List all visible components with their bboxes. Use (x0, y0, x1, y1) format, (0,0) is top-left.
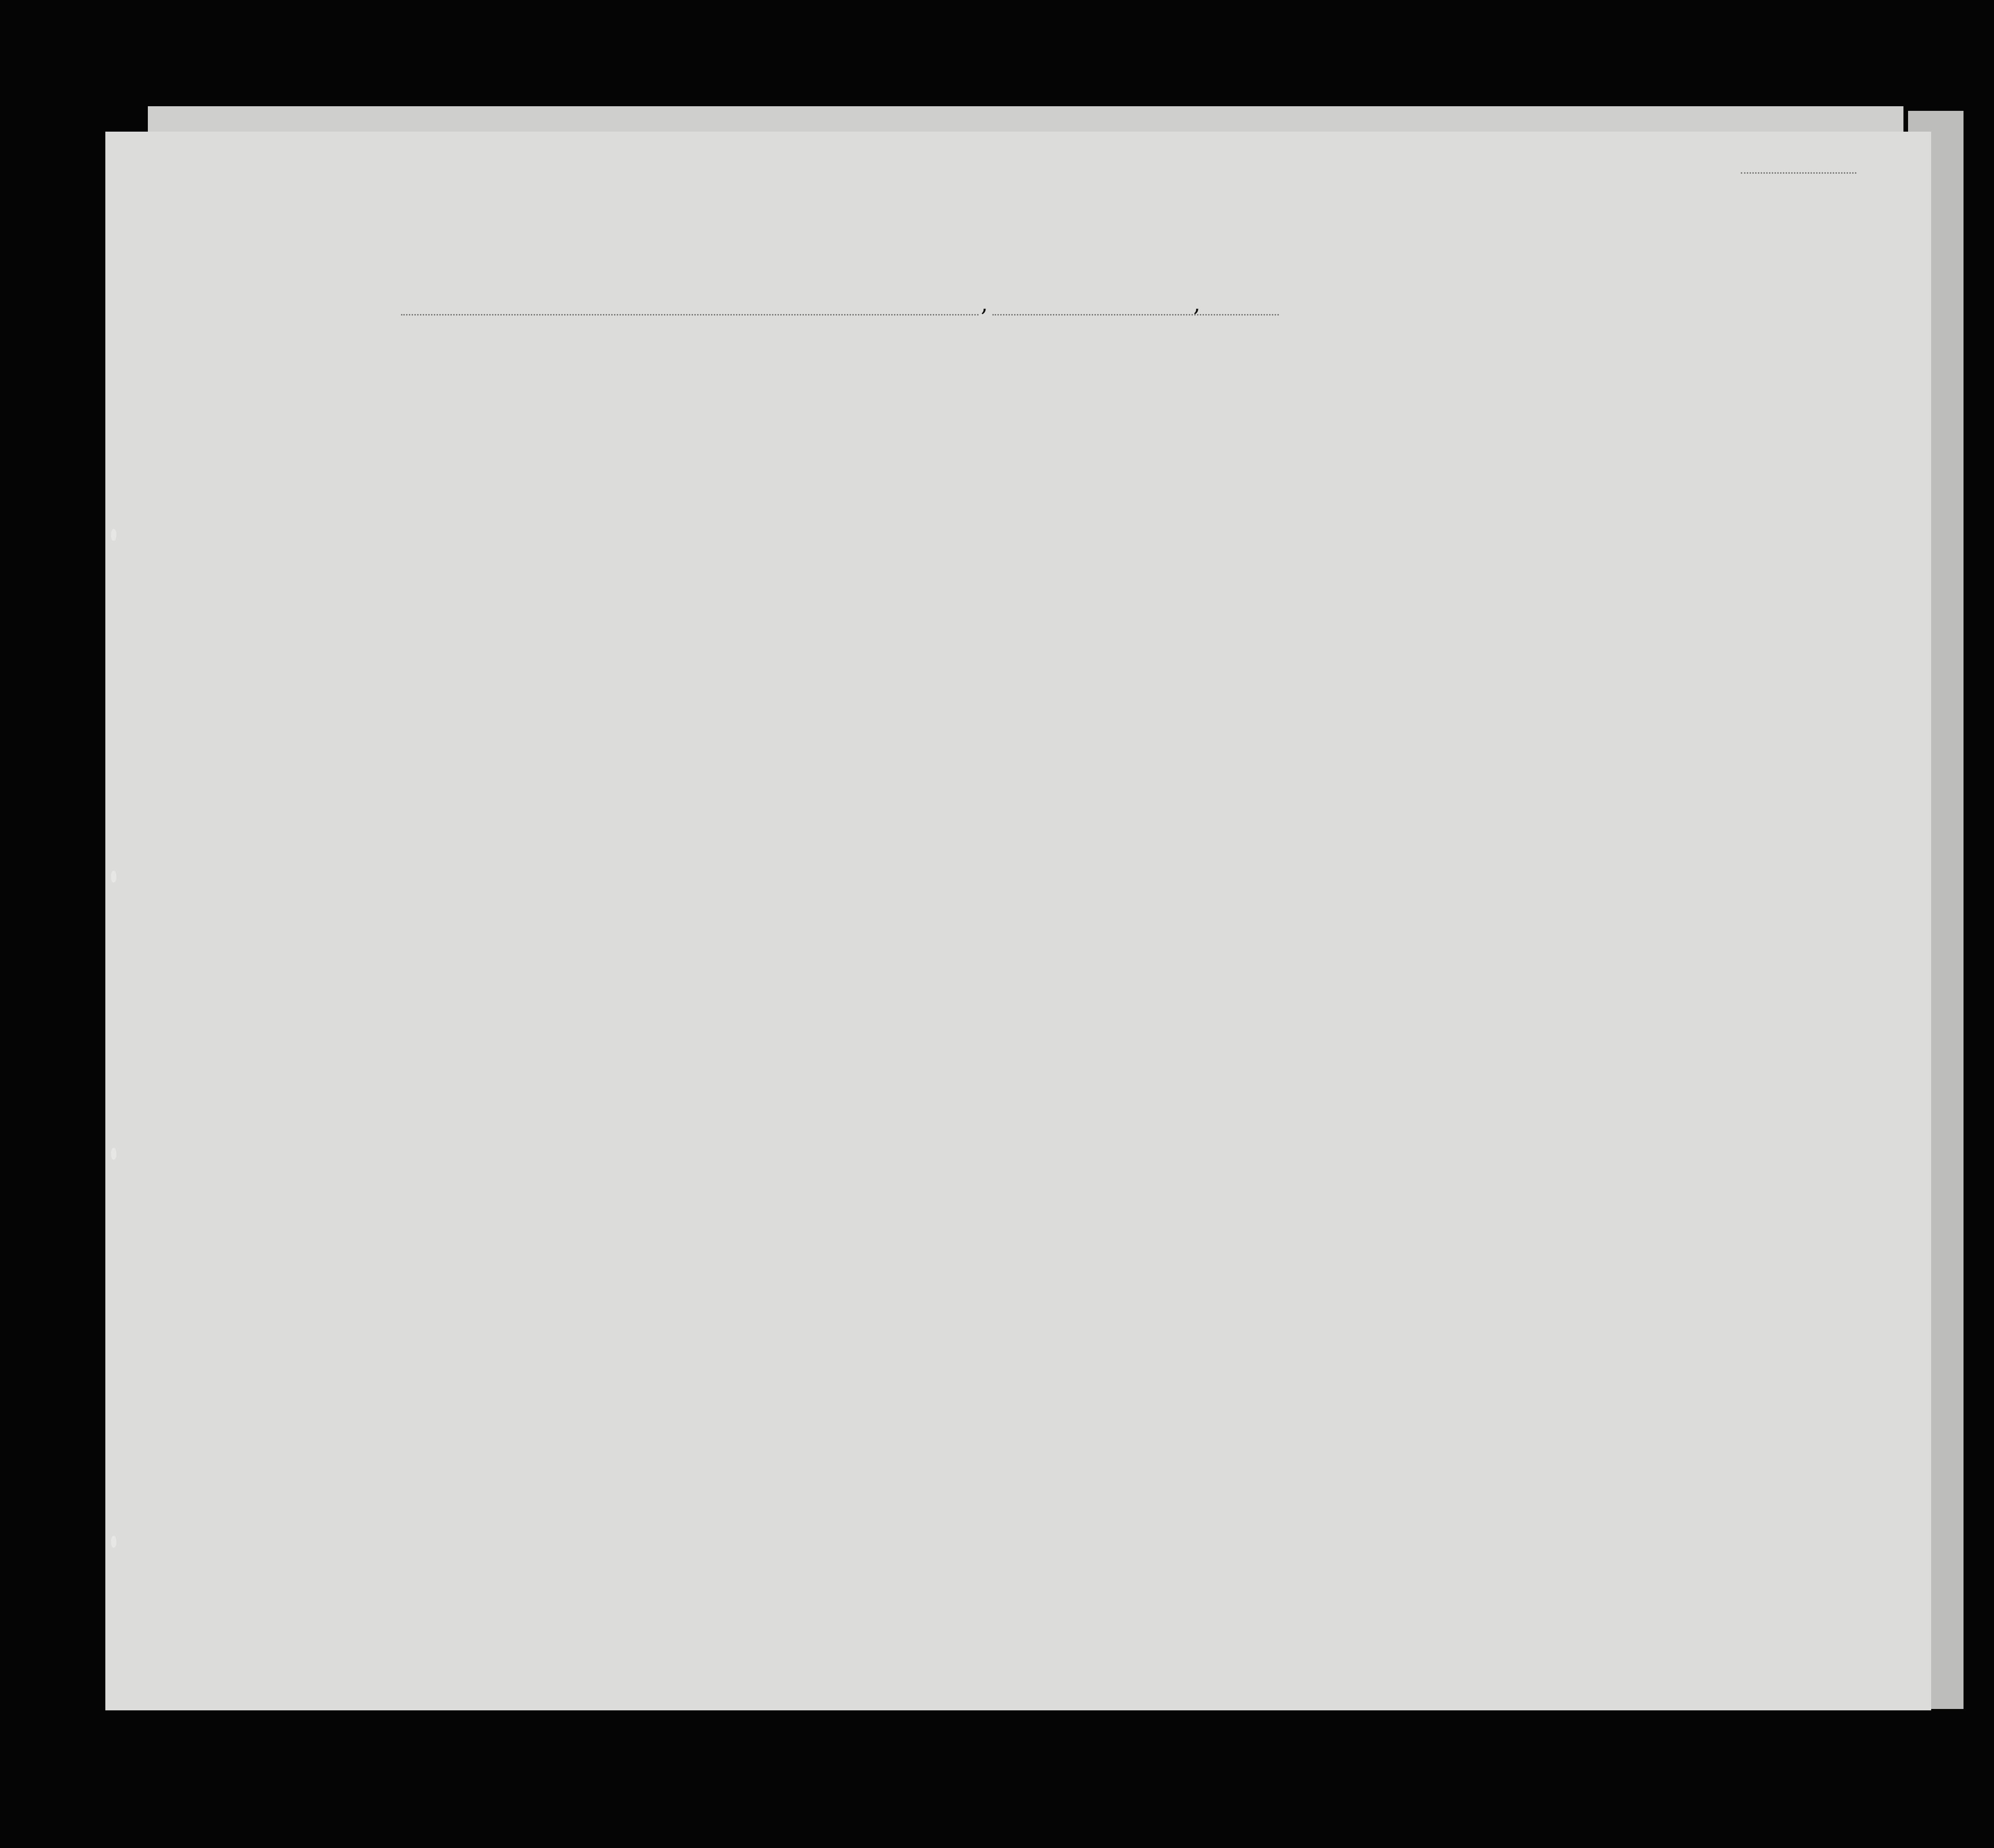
manifest-sheet: , , (105, 132, 1931, 1710)
list-dotted-line (1741, 172, 1856, 174)
binder-tab (111, 1148, 116, 1160)
date-dotted-line (992, 314, 1279, 315)
binder-tab (111, 529, 116, 541)
port-dotted-line (401, 314, 979, 315)
binder-tab (111, 1536, 116, 1548)
binder-tab (111, 871, 116, 883)
manifest-grid (105, 335, 1931, 1619)
